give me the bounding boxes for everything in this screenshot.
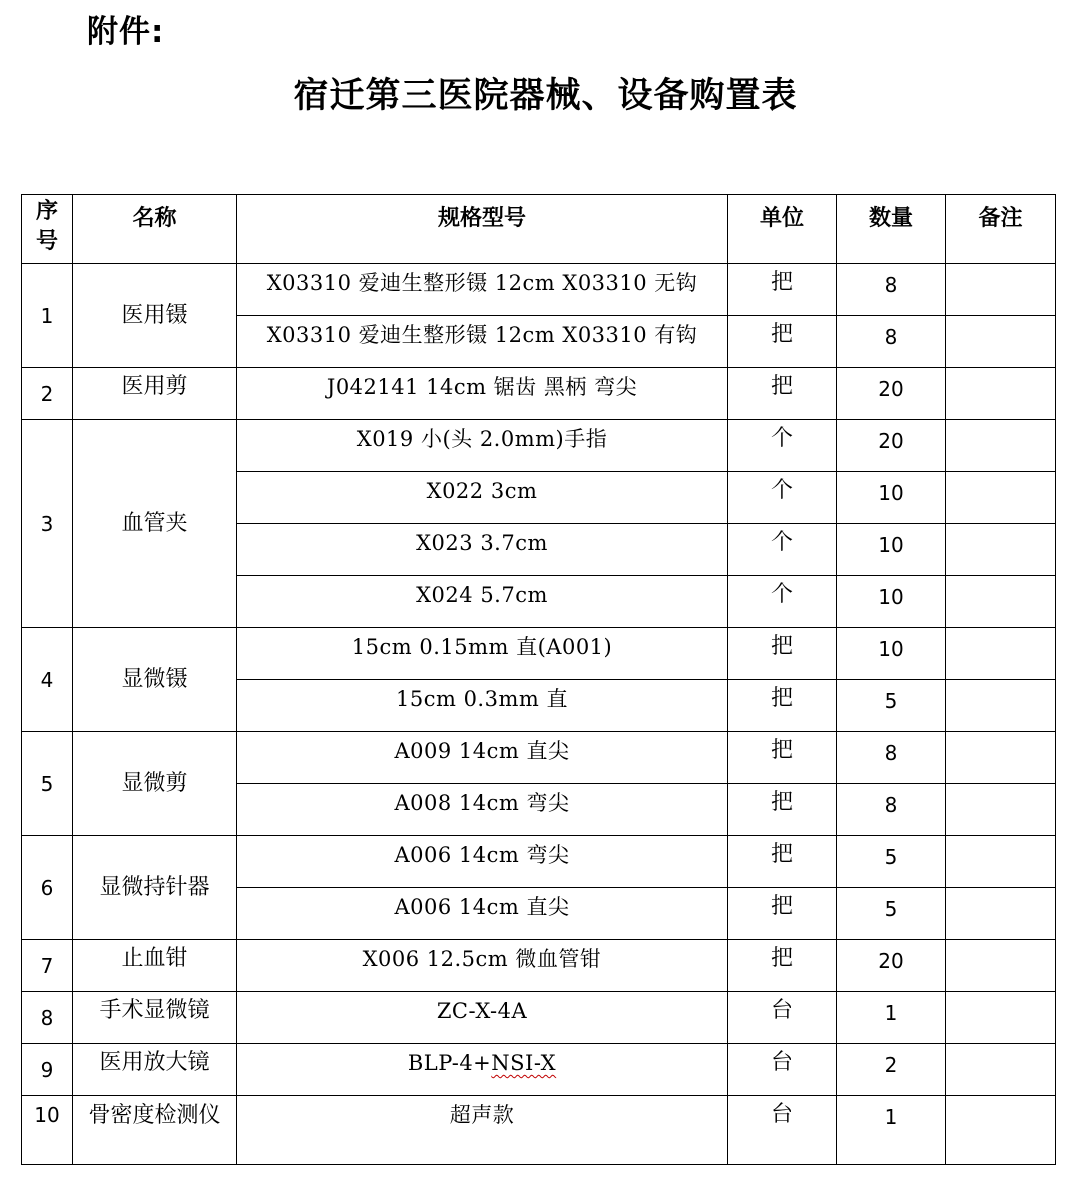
item-qty: 10 <box>837 524 946 576</box>
item-unit: 把 <box>728 680 837 732</box>
item-note <box>946 316 1056 368</box>
row-number: 4 <box>22 628 73 732</box>
item-spec: A006 14cm 直尖 <box>237 888 728 940</box>
item-qty: 20 <box>837 940 946 992</box>
table-row <box>22 940 1056 992</box>
item-note <box>946 264 1056 316</box>
item-note <box>946 784 1056 836</box>
item-unit: 把 <box>728 628 837 680</box>
item-spec: X03310 爱迪生整形镊 12cm X03310 无钩 <box>237 264 728 316</box>
table-row <box>22 420 1056 472</box>
table-row <box>22 732 1056 784</box>
item-unit: 台 <box>728 1096 837 1165</box>
row-number: 6 <box>22 836 73 940</box>
purchase-table <box>21 194 1056 1165</box>
item-spec: A006 14cm 弯尖 <box>237 836 728 888</box>
item-name: 医用剪 <box>73 368 237 420</box>
item-unit: 把 <box>728 368 837 420</box>
item-spec: 15cm 0.3mm 直 <box>237 680 728 732</box>
item-note <box>946 420 1056 472</box>
row-number: 9 <box>22 1044 73 1096</box>
item-unit: 把 <box>728 888 837 940</box>
item-spec: A009 14cm 直尖 <box>237 732 728 784</box>
item-spec: J042141 14cm 锯齿 黑柄 弯尖 <box>237 368 728 420</box>
spec-prefix: BLP-4+ <box>407 1051 492 1075</box>
item-spec: X03310 爱迪生整形镊 12cm X03310 有钩 <box>237 316 728 368</box>
item-spec: X022 3cm <box>237 472 728 524</box>
item-name: 止血钳 <box>73 940 237 992</box>
item-qty: 2 <box>837 1044 946 1096</box>
item-qty: 8 <box>837 732 946 784</box>
table-row <box>22 836 1056 888</box>
item-name: 医用放大镜 <box>73 1044 237 1096</box>
item-note <box>946 628 1056 680</box>
item-qty: 5 <box>837 680 946 732</box>
spellcheck-flagged-text: NSI-X <box>491 1051 557 1075</box>
item-spec: X023 3.7cm <box>237 524 728 576</box>
item-unit: 把 <box>728 940 837 992</box>
item-qty: 1 <box>837 992 946 1044</box>
item-note <box>946 472 1056 524</box>
item-note <box>946 524 1056 576</box>
attachment-label: 附件: <box>87 14 165 50</box>
item-note <box>946 576 1056 628</box>
item-qty: 8 <box>837 316 946 368</box>
item-unit: 把 <box>728 732 837 784</box>
item-spec: 超声款 <box>237 1096 728 1165</box>
row-number: 10 <box>22 1096 73 1165</box>
table-row <box>22 1096 1056 1165</box>
item-spec: X006 12.5cm 微血管钳 <box>237 940 728 992</box>
header-unit: 单位 <box>728 195 837 264</box>
item-note <box>946 680 1056 732</box>
item-unit: 台 <box>728 992 837 1044</box>
item-qty: 8 <box>837 264 946 316</box>
item-qty: 5 <box>837 836 946 888</box>
item-note <box>946 1044 1056 1096</box>
item-name: 骨密度检测仪 <box>73 1096 237 1165</box>
header-spec: 规格型号 <box>237 195 728 264</box>
item-unit: 台 <box>728 1044 837 1096</box>
header-name: 名称 <box>73 195 237 264</box>
item-qty: 20 <box>837 420 946 472</box>
item-spec: X019 小(头 2.0mm)手指 <box>237 420 728 472</box>
item-unit: 把 <box>728 264 837 316</box>
item-qty: 8 <box>837 784 946 836</box>
item-spec: X024 5.7cm <box>237 576 728 628</box>
item-unit: 个 <box>728 472 837 524</box>
item-note <box>946 732 1056 784</box>
item-note <box>946 940 1056 992</box>
header-qty: 数量 <box>837 195 946 264</box>
table-row <box>22 1044 1056 1096</box>
item-note <box>946 368 1056 420</box>
item-spec <box>237 1044 728 1096</box>
table-row <box>22 992 1056 1044</box>
item-name: 显微镊 <box>73 628 237 732</box>
item-name: 手术显微镜 <box>73 992 237 1044</box>
item-note <box>946 836 1056 888</box>
row-number: 2 <box>22 368 73 420</box>
item-name: 显微持针器 <box>73 836 237 940</box>
item-name: 血管夹 <box>73 420 237 628</box>
header-note: 备注 <box>946 195 1056 264</box>
item-note <box>946 992 1056 1044</box>
item-spec: ZC-X-4A <box>237 992 728 1044</box>
item-note <box>946 888 1056 940</box>
row-number: 7 <box>22 940 73 992</box>
item-qty: 5 <box>837 888 946 940</box>
item-qty: 10 <box>837 628 946 680</box>
item-qty: 10 <box>837 472 946 524</box>
item-unit: 把 <box>728 784 837 836</box>
item-qty: 20 <box>837 368 946 420</box>
item-qty: 10 <box>837 576 946 628</box>
row-number: 5 <box>22 732 73 836</box>
table-header-row <box>22 195 1056 264</box>
item-qty: 1 <box>837 1096 946 1165</box>
table-row <box>22 628 1056 680</box>
page-title: 宿迁第三医院器械、设备购置表 <box>293 75 798 116</box>
table-row <box>22 264 1056 316</box>
item-spec: 15cm 0.15mm 直(A001) <box>237 628 728 680</box>
item-unit: 个 <box>728 420 837 472</box>
row-number: 8 <box>22 992 73 1044</box>
item-unit: 把 <box>728 316 837 368</box>
item-name: 医用镊 <box>73 264 237 368</box>
item-name: 显微剪 <box>73 732 237 836</box>
row-number: 1 <box>22 264 73 368</box>
header-seq: 序号 <box>22 195 73 264</box>
item-unit: 个 <box>728 524 837 576</box>
table-row <box>22 368 1056 420</box>
item-spec: A008 14cm 弯尖 <box>237 784 728 836</box>
row-number: 3 <box>22 420 73 628</box>
item-unit: 个 <box>728 576 837 628</box>
item-note <box>946 1096 1056 1165</box>
item-unit: 把 <box>728 836 837 888</box>
